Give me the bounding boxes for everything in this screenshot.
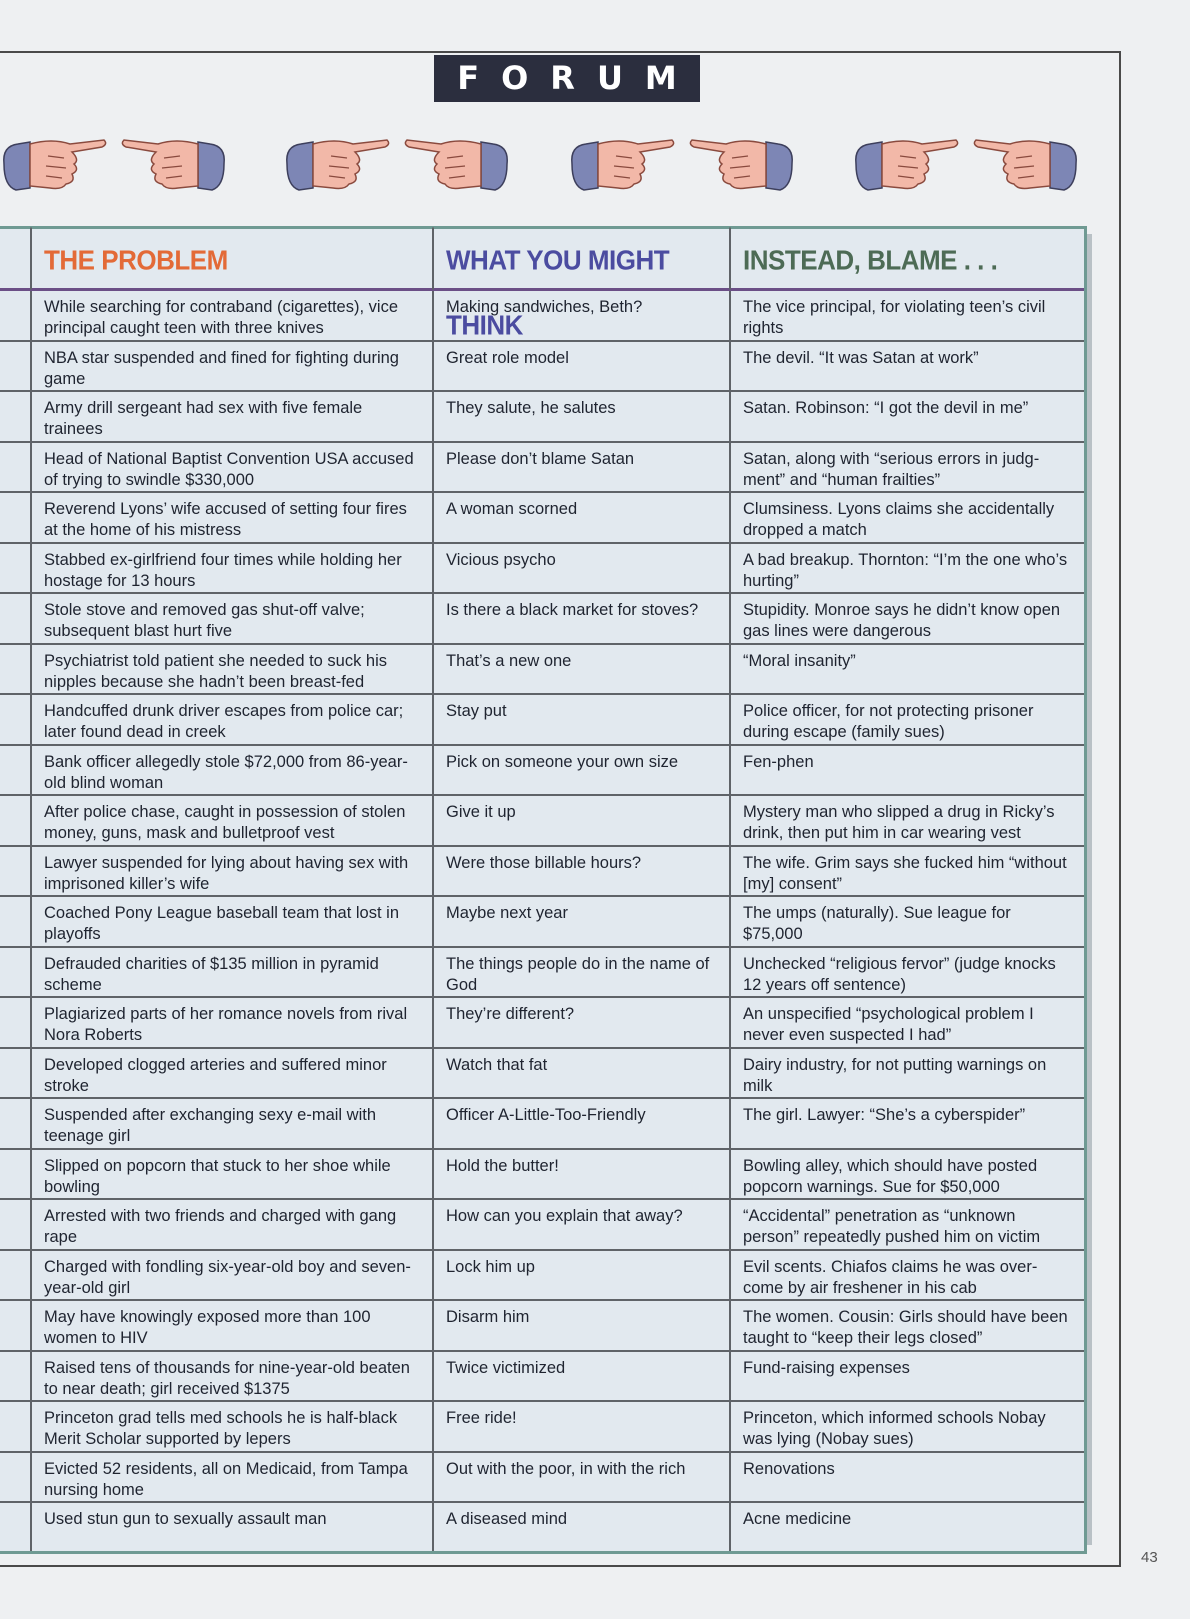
problem-cell: Army drill sergeant had sex with five female trainees [32, 392, 434, 441]
table-row [0, 796, 1084, 847]
problem-cell: Evicted 52 residents, all on Medicaid, from Tampa nursing home [32, 1453, 434, 1502]
table-row [0, 1200, 1084, 1251]
table-margin-cell [0, 1251, 32, 1300]
blame-cell: A bad breakup. Thornton: “I’m the one who’s hurting” [743, 550, 1068, 590]
blame-cell: Mystery man who slipped a drug in Ricky’s drink, then put him in car wearing vest [743, 803, 1055, 842]
header-what-you-might-think: WHAT YOU MIGHT THINK [434, 228, 731, 290]
table-row [0, 392, 1084, 443]
problem-cell: Reverend Lyons’ wife accused of setting four fires at the home of his mistress [32, 493, 434, 542]
table-row [0, 645, 1084, 696]
blame-cell: Police officer, for not protecting prisoner during escape (family sues) [743, 702, 1034, 741]
table-row [0, 1352, 1084, 1403]
problem-cell: Head of National Baptist Convention USA accused of trying to swindle $330,000 [32, 443, 434, 492]
might-think-cell: Give it up [434, 796, 731, 845]
table-body [0, 291, 1084, 1554]
blame-cell: Renovations [743, 1459, 835, 1478]
table-margin-cell [0, 1453, 32, 1502]
forum-masthead: FORUM [434, 55, 700, 102]
problem-cell: Defrauded charities of $135 million in pyramid scheme [32, 948, 434, 997]
problem-cell: While searching for contraband (cigarettes), vice principal caught teen with three knives [32, 291, 434, 340]
problem-cell: Arrested with two friends and charged with gang rape [32, 1200, 434, 1249]
table-row [0, 342, 1084, 393]
problem-cell: Stabbed ex-girlfriend four times while holding her hostage for 13 hours [32, 544, 434, 593]
might-think-cell: Twice victimized [434, 1352, 731, 1401]
table-row [0, 443, 1084, 494]
problem-cell: Used stun gun to sexually assault man [32, 1503, 434, 1551]
might-think-cell: Lock him up [434, 1251, 731, 1300]
left-pointing-hand-icon [852, 130, 960, 200]
table-margin-cell [0, 1301, 32, 1350]
blame-cell: Bowling alley, which should have posted popcorn warnings. Sue for $50,000 [743, 1156, 1038, 1196]
page-frame-right [1119, 51, 1121, 1567]
table-margin-cell [0, 746, 32, 795]
table-row [0, 1453, 1084, 1504]
problem-cell: May have knowingly exposed more than 100 women to HIV [32, 1301, 434, 1350]
blame-cell: The vice principal, for violating teen’s civil rights [743, 298, 1046, 337]
table-margin-cell [0, 1352, 32, 1401]
table-row [0, 1251, 1084, 1302]
table-margin-cell [0, 594, 32, 643]
table-row [0, 746, 1084, 797]
might-think-cell: Hold the butter! [434, 1150, 731, 1199]
might-think-cell: A woman scorned [434, 493, 731, 542]
blame-cell: An unspecified “psychological problem I never even suspected I had” [743, 1005, 1034, 1044]
table-margin-cell [0, 1503, 32, 1551]
header-the-problem: THE PROBLEM [32, 228, 434, 290]
table-row [0, 493, 1084, 544]
table-row [0, 1150, 1084, 1201]
table-row [0, 1099, 1084, 1150]
problem-cell: After police chase, caught in possession of stolen money, guns, mask and bulletproof vest [32, 796, 434, 845]
table-margin-cell [0, 948, 32, 997]
table-row [0, 1049, 1084, 1100]
table-margin-cell [0, 695, 32, 744]
might-think-cell: Great role model [434, 342, 731, 391]
problem-cell: Slipped on popcorn that stuck to her shoe while bowling [32, 1150, 434, 1199]
blame-cell: Evil scents. Chiafos claims he was over-come by air freshener in his cab [743, 1257, 1038, 1297]
pointing-hands-decoration [0, 130, 1119, 205]
problem-cell: Psychiatrist told patient she needed to suck his nipples because she hadn’t been breast-fed [32, 645, 434, 694]
left-pointing-hand-icon [283, 130, 391, 200]
table-row [0, 1402, 1084, 1453]
might-think-cell: Pick on someone your own size [434, 746, 731, 795]
problem-cell: Bank officer allegedly stole $72,000 from 86-year-old blind woman [32, 746, 434, 795]
table-row [0, 695, 1084, 746]
might-think-cell: Free ride! [434, 1402, 731, 1451]
might-think-cell: Officer A-Little-Too-Friendly [434, 1099, 731, 1148]
table-row [0, 544, 1084, 595]
problem-cell: Suspended after exchanging sexy e-mail with teenage girl [32, 1099, 434, 1148]
might-think-cell: A diseased mind [434, 1503, 731, 1551]
header-instead-blame: INSTEAD, BLAME . . . [743, 244, 998, 276]
table-margin-cell [0, 1200, 32, 1249]
blame-cell: The girl. Lawyer: “She’s a cyberspider” [743, 1106, 1026, 1124]
problem-cell: Plagiarized parts of her romance novels from rival Nora Roberts [32, 998, 434, 1047]
blame-cell: Clumsiness. Lyons claims she accidentally dropped a match [743, 500, 1055, 539]
might-think-cell: Maybe next year [434, 897, 731, 946]
problem-cell: Stole stove and removed gas shut-off valve; subsequent blast hurt five [32, 594, 434, 643]
table-row [0, 594, 1084, 645]
blame-cell: The wife. Grim says she fucked him “without [my] consent” [743, 853, 1067, 893]
blame-cell: Satan, along with “serious errors in judg-ment” and “human frailties” [743, 449, 1040, 489]
blame-cell: The women. Cousin: Girls should have been taught to “keep their legs closed” [743, 1308, 1068, 1347]
might-think-cell: Out with the poor, in with the rich [434, 1453, 731, 1502]
table-margin-cell [0, 392, 32, 441]
table-margin-cell [0, 1402, 32, 1451]
page-number: 43 [1141, 1549, 1158, 1566]
blame-table [0, 226, 1087, 1554]
might-think-cell: Vicious psycho [434, 544, 731, 593]
table-margin-cell [0, 645, 32, 694]
blame-cell: Fund-raising expenses [743, 1358, 910, 1377]
table-margin-cell [0, 1150, 32, 1199]
right-pointing-hand-icon [688, 130, 796, 200]
problem-cell: Coached Pony League baseball team that lost in playoffs [32, 897, 434, 946]
table-margin-cell [0, 493, 32, 542]
problem-cell: Handcuffed drunk driver escapes from police car; later found dead in creek [32, 695, 434, 744]
right-pointing-hand-icon [120, 130, 228, 200]
problem-cell: Princeton grad tells med schools he is half-black Merit Scholar supported by lepers [32, 1402, 434, 1451]
right-pointing-hand-icon [403, 130, 511, 200]
might-think-cell: They’re different? [434, 998, 731, 1047]
table-margin-cell [0, 291, 32, 340]
problem-cell: Charged with fondling six-year-old boy and seven-year-old girl [32, 1251, 434, 1300]
might-think-cell: The things people do in the name of God [434, 948, 731, 997]
might-think-cell: That’s a new one [434, 645, 731, 694]
table-margin-cell [0, 847, 32, 896]
blame-cell: Stupidity. Monroe says he didn’t know open gas lines were dangerous [743, 601, 1061, 640]
page-frame-top [0, 51, 1121, 53]
might-think-cell: Watch that fat [434, 1049, 731, 1098]
page-frame-bottom [0, 1565, 1121, 1567]
blame-cell: Princeton, which informed schools Nobay was lying (Nobay sues) [743, 1409, 1046, 1448]
might-think-cell: Is there a black market for stoves? [434, 594, 731, 643]
table-margin-cell [0, 796, 32, 845]
blame-cell: “Accidental” penetration as “unknown person” repeatedly pushed him on victim [743, 1207, 1041, 1246]
problem-cell: Raised tens of thousands for nine-year-old beaten to near death; girl received $1375 [32, 1352, 434, 1401]
table-row [0, 291, 1084, 342]
might-think-cell: They salute, he salutes [434, 392, 731, 441]
problem-cell: NBA star suspended and fined for fighting during game [32, 342, 434, 391]
table-margin-cell [0, 1049, 32, 1098]
table-margin-cell [0, 443, 32, 492]
left-pointing-hand-icon [568, 130, 676, 200]
blame-cell: The devil. “It was Satan at work” [743, 348, 979, 367]
problem-cell: Lawyer suspended for lying about having sex with imprisoned killer’s wife [32, 847, 434, 896]
blame-cell: Fen-phen [743, 752, 814, 771]
blame-cell: Dairy industry, for not putting warnings on milk [743, 1055, 1047, 1095]
might-think-cell: Were those billable hours? [434, 847, 731, 896]
problem-cell: Developed clogged arteries and suffered minor stroke [32, 1049, 434, 1098]
table-row [0, 897, 1084, 948]
blame-cell: The umps (naturally). Sue league for $75,000 [743, 904, 1011, 943]
blame-cell: Acne medicine [743, 1510, 852, 1528]
table-margin-cell [0, 998, 32, 1047]
might-think-cell: Please don’t blame Satan [434, 443, 731, 492]
might-think-cell: Stay put [434, 695, 731, 744]
left-pointing-hand-icon [0, 130, 108, 200]
blame-cell: Satan. Robinson: “I got the devil in me” [743, 399, 1029, 417]
might-think-cell: Making sandwiches, Beth? [434, 291, 731, 340]
table-margin-cell [0, 1099, 32, 1148]
table-row [0, 1301, 1084, 1352]
blame-cell: Unchecked “religious fervor” (judge knocks 12 years off sentence) [743, 954, 1056, 994]
table-row [0, 998, 1084, 1049]
table-margin-cell [0, 228, 32, 290]
table-row [0, 948, 1084, 999]
table-margin-cell [0, 897, 32, 946]
table-margin-cell [0, 342, 32, 391]
might-think-cell: Disarm him [434, 1301, 731, 1350]
table-row [0, 847, 1084, 898]
table-row [0, 1503, 1084, 1554]
might-think-cell: How can you explain that away? [434, 1200, 731, 1249]
blame-cell: “Moral insanity” [743, 651, 856, 670]
table-margin-cell [0, 544, 32, 593]
right-pointing-hand-icon [972, 130, 1080, 200]
